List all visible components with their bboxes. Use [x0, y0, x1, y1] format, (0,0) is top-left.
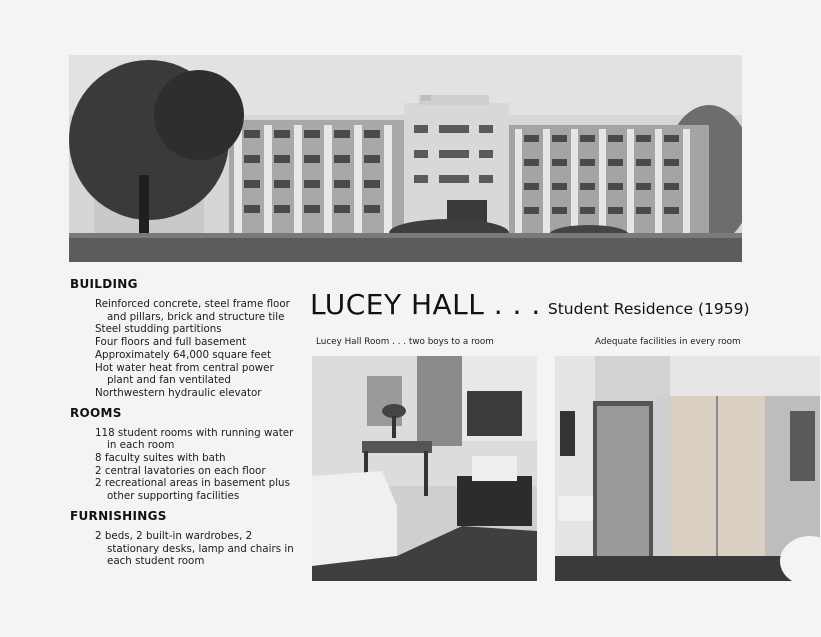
furnishings-heading: FURNISHINGS — [70, 508, 167, 523]
title-main: LUCEY HALL . . . — [310, 288, 541, 321]
list-item: 2 recreational areas in basement plus other supporting facilities — [95, 477, 290, 503]
rooms-heading: ROOMS — [70, 405, 122, 420]
furnishings-items — [95, 530, 300, 568]
building-exterior-photo — [69, 55, 742, 262]
rooms-items — [95, 427, 300, 503]
building-items — [95, 298, 300, 400]
list-item: 8 faculty suites with bath — [95, 452, 226, 465]
list-item: 118 student rooms with running water in each room — [95, 426, 294, 452]
room-facilities-photo — [555, 356, 820, 581]
title-subtitle: Student Residence (1959) — [547, 300, 750, 318]
caption-right: Adequate facilities in every room — [595, 337, 741, 347]
list-item: Hot water heat from central power plant and fan ventilated — [95, 361, 274, 387]
list-item: Approximately 64,000 square feet — [95, 348, 271, 361]
building-heading: BUILDING — [70, 277, 138, 291]
list-item: Reinforced concrete, steel frame floor and pillars, brick and structure tile — [95, 298, 290, 323]
page-title — [310, 288, 750, 321]
specification-list — [70, 277, 300, 574]
list-item: Steel studding partitions — [95, 323, 222, 336]
list-item: 2 beds, 2 built-in wardrobes, 2 stationary desks, lamp and chairs in each student room — [95, 529, 294, 568]
list-item: Four floors and full basement — [95, 336, 247, 349]
dorm-room-photo — [312, 356, 537, 581]
list-item: Northwestern hydraulic elevator — [95, 386, 262, 399]
list-item: 2 central lavatories on each floor — [95, 464, 266, 477]
caption-left: Lucey Hall Room . . . two boys to a room — [316, 337, 494, 347]
